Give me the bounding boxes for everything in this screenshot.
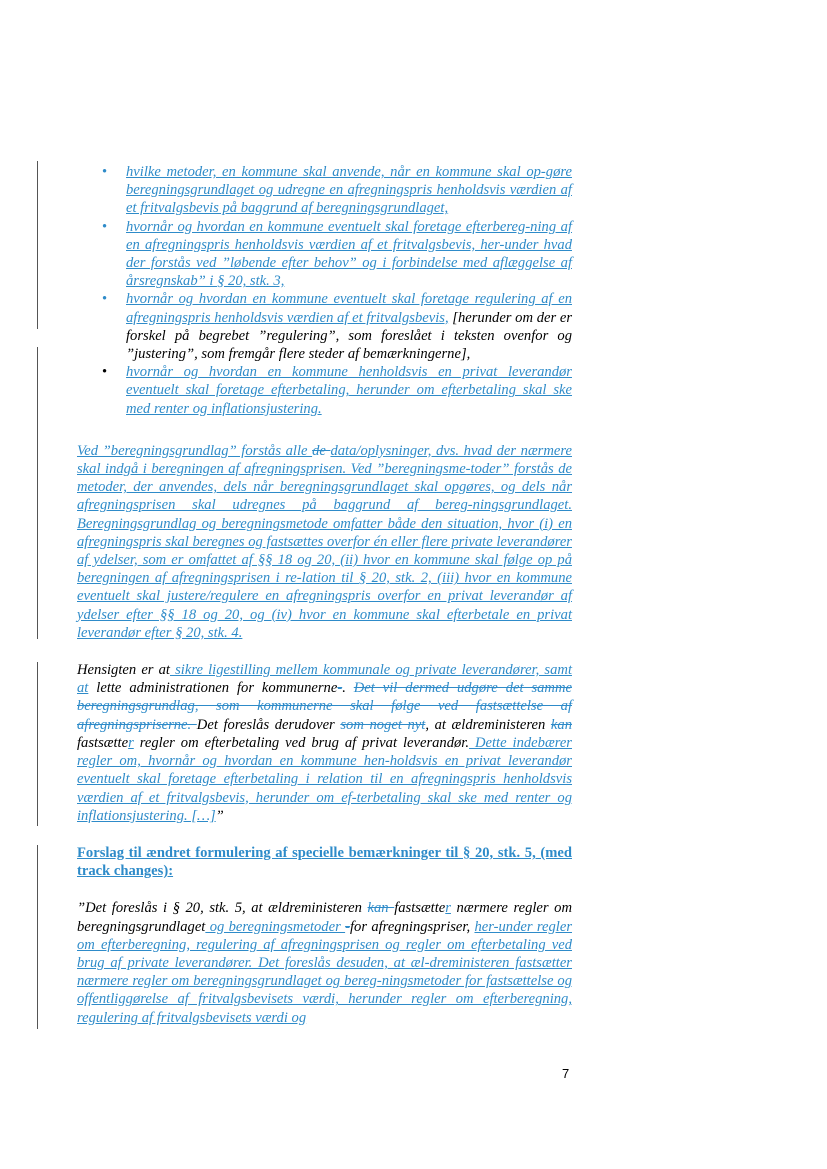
inserted-text: Ved ”beregningsgrundlag” forstås alle <box>77 442 313 459</box>
inserted-text: data/oplysninger, dvs. hvad der nærmere skal indgå i beregningen af afregningsprisen. Ved ”beregningsme-toder” forstås de metoder, der anvendes, dels når beregningsgrundlaget skal opgøres, og dels når afregningsprisen skal udregnes på baggrund af bereg-ningsgrundlaget. Beregningsgrundlag og beregningsmetode omfatter både den situation, hvor (i) en afregningspris skal beregnes og fastsættes overfor én eller flere private leverandører af ydelser, som er omfattet af §§ 18 og 20, (ii) hvor en kommune skal følge op på beregningen af afregningsprisen i re-lation til § 20, stk. 2, (iii) hvor en kommune eventuelt skal justere/regulere en afregningspris overfor en privat leverandør af ydelser efter §§ 18 og 20, og (iv) hvor en kommune skal efterbetale en privat leverandør efter § 20, stk. 4. <box>77 442 572 641</box>
inserted-text: hvornår og hvordan en kommune eventuelt skal foretage efterbereg-ning af en afregningspris henholdsvis værdien af et fritvalgsbevis, her-under hvad der forstås ved ”løbende efter behov” og i forbindelse med aflæggelse af årsregnskab” i § 20, stk. 3, <box>126 218 572 290</box>
deleted-text: de <box>312 442 331 459</box>
inserted-text: r <box>128 734 134 751</box>
change-bar <box>37 845 38 1029</box>
purpose-paragraph <box>77 661 572 825</box>
section-heading: Forslag til ændret formulering af specielle bemærkninger til § 20, stk. 5, (med track changes): <box>77 844 572 880</box>
list-item <box>77 218 572 291</box>
inserted-text: Dette indebærer regler om, hvornår og hvordan en kommune hen-holdsvis en privat leverandør eventuelt skal foretage efterbetaling i relation til en afregningspris henholdsvis værdien af et fritvalgsbevis, herunder om ef-terbetaling skal ske med renter og inflationsjustering. […] <box>77 734 572 824</box>
deleted-text: Det vil dermed udgøre det samme beregningsgrundlag, som kommunerne skal følge ved fastsættelse af afregningspriserne. <box>77 680 572 733</box>
list-item <box>77 163 572 218</box>
deleted-text: som noget nyt <box>340 716 426 733</box>
list-item <box>77 363 572 418</box>
text-run: Det foreslås derudover <box>196 716 341 733</box>
inserted-text: her-under regler om efterberegning, regulering af afregningsprisen og regler om efterbetaling ved brug af private leverandører. Det foreslås desuden, at æl-dreministeren fastsætter nærmere regler om beregningsgrundlaget og bereg-ningsmetoder for fastsættelse og offentliggørelse af fritvalgsbevisets værdi, herunder regler om efterberegning, regulering af fritvalgsbevisets værdi og <box>77 918 572 1026</box>
text-run: for afregningspriser, <box>349 918 475 935</box>
deleted-text: - <box>345 918 350 935</box>
inserted-text: hvornår og hvordan en kommune eventuelt skal foretage regulering af en afregningspris henholdsvis værdien af et fritvalgsbevis, <box>126 291 572 326</box>
definition-paragraph <box>77 442 572 642</box>
bullet-icon: • <box>102 364 108 381</box>
change-bar <box>37 161 38 329</box>
document-body <box>77 163 572 1027</box>
deleted-text: kan <box>550 716 572 733</box>
change-bar <box>37 662 38 826</box>
text-run: , at ældreministeren <box>425 716 551 733</box>
deleted-text: - <box>337 680 343 697</box>
list-item <box>77 290 572 363</box>
bullet-icon: • <box>102 218 108 235</box>
inserted-text: sikre ligestilling mellem kommunale og private leverandører, samt at <box>77 662 572 697</box>
bullet-icon: • <box>102 291 108 308</box>
page-number: 7 <box>562 1066 570 1081</box>
text-run: Hensigten er at <box>77 662 170 679</box>
inserted-text: r <box>445 900 451 917</box>
text-run: nærmere regler om beregningsgrundlaget <box>77 900 572 935</box>
inserted-text: og beregningsmetoder <box>205 918 346 935</box>
deleted-text: kan <box>367 900 395 917</box>
text-run: regler om efterbetaling ved brug af privat leverandør. <box>133 734 470 751</box>
bullet-list <box>77 163 572 418</box>
text-run: . <box>342 680 354 697</box>
text-run: fastsætte <box>77 734 129 751</box>
change-bar <box>37 347 38 639</box>
text-run: fastsætte <box>394 900 446 917</box>
text-run: ”Det foreslås i § 20, stk. 5, at ældreministeren <box>77 900 368 917</box>
text-run: ” <box>215 807 224 824</box>
text-run: lette administrationen for kommunerne <box>88 680 338 697</box>
text-run: [herunder om der er forskel på begrebet ”regulering”, som foreslået i teksten ovenfor og ”justering”, som fremgår flere steder af bemærkningerne], <box>126 309 572 363</box>
inserted-text: hvornår og hvordan en kommune henholdsvis en privat leverandør eventuelt skal foretage efterbetaling, herunder om efterbetaling skal ske med renter og inflationsjustering. <box>126 364 572 417</box>
proposal-paragraph <box>77 899 572 1026</box>
bullet-icon: • <box>102 164 108 180</box>
inserted-text: hvilke metoder, en kommune skal anvende, når en kommune skal op-gøre beregningsgrundlaget og udregne en afregningspris henholdsvis værdien af et fritvalgsbevis på baggrund af beregningsgrundlaget, <box>126 164 572 217</box>
